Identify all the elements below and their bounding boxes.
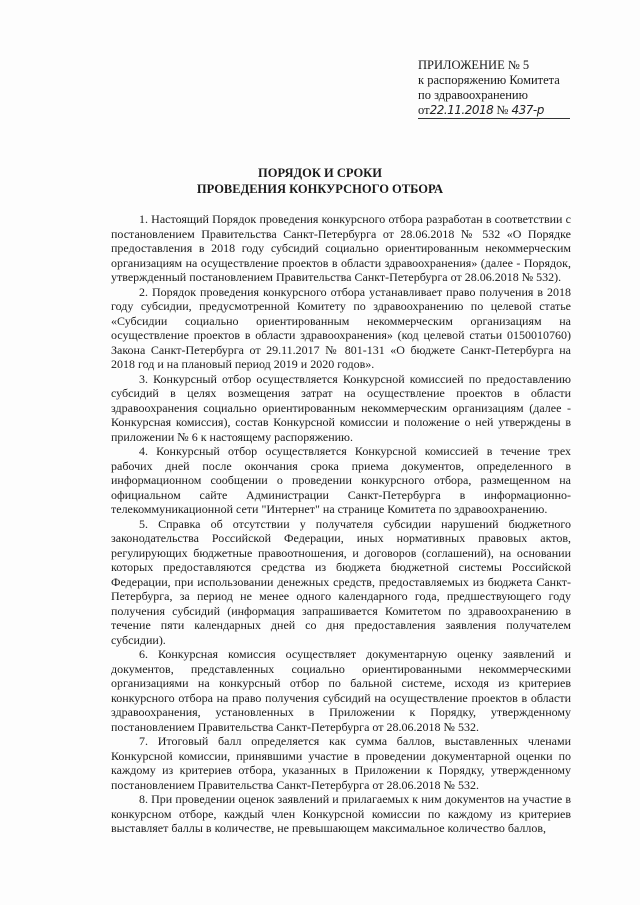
paragraph-6: 6. Конкурсная комиссия осуществляет документарную оценку заявлений и документов, представленных социально ориентированными некоммерческими организациями на конкурсный отбор по бальной системе, исходя из критериев конкурсного отбора на право получения субсидий на осуществление проектов в области здравоохранения, установленных в Приложении к Порядку, утвержденному постановлением Правительства Санкт-Петербурга от 28.06.2018 № 532. [111,647,571,734]
annex-header [418,58,608,119]
document-subtitle: ПРОВЕДЕНИЯ КОНКУРСНОГО ОТБОРА [196,182,444,196]
date-prefix: от [418,103,430,117]
annex-ref-line: к распоряжению Комитета [418,73,560,87]
paragraph-1: 1. Настоящий Порядок проведения конкурсного отбора разработан в соответствии с постановлением Правительства Санкт-Петербурга от 28.06.2018 № 532 «О Порядке предоставления в 2018 году субсидий социально ориентированным некоммерческим организациям на осуществление проектов в области здравоохранения» (далее - Порядок, утвержденный постановлением Правительства Санкт-Петербурга от 28.06.2018 № 532). [111,212,571,284]
document-title: ПОРЯДОК И СРОКИ [258,166,382,180]
annex-ref-line: по здравоохранению [418,88,528,102]
annex-date-line [418,103,570,119]
document-body [111,212,571,836]
paragraph-4: 4. Конкурсный отбор осуществляется Конкурсной комиссией в течение трех рабочих дней после окончания срока приема документов, определенного в информационном сообщении о проведении конкурсного отбора, размещенном на официальном сайте Администрации Санкт-Петербурга в информационно-телекоммуникационной сети "Интернет" на странице Комитета по здравоохранению. [111,444,571,516]
annex-title: ПРИЛОЖЕНИЕ № 5 [418,58,530,72]
paragraph-8: 8. При проведении оценок заявлений и прилагаемых к ним документов на участие в конкурсном отборе, каждый член Конкурсной комиссии по каждому из критериев выставляет баллы в количестве, не превышающем максимальное количество баллов, [111,792,571,835]
number-sign: № [496,103,509,117]
handwritten-date: 22.11.2018 [429,103,494,117]
handwritten-number: 437-р [511,103,544,117]
paragraph-5: 5. Справка об отсутствии у получателя субсидии нарушений бюджетного законодательства Российской Федерации, иных нормативных правовых актов, регулирующих бюджетные правоотношения, и договоров (соглашений), на основании которых предоставляются средства из бюджета бюджетной системы Российской Федерации, при использовании денежных средств, предоставляемых из бюджета Санкт-Петербурга, за период не менее одного календарного года, предшествующего году получения субсидий (информация запрашивается Комитетом по здравоохранению в течение пяти календарных дней со дня предоставления заявления получателем субсидии). [111,516,571,647]
paragraph-7: 7. Итоговый балл определяется как сумма баллов, выставленных членами Конкурсной комиссии, принявшими участие в проведении документарной оценки по каждому из критериев отбора, указанных в Приложении к Порядку, утвержденному постановлением Правительства Санкт-Петербурга от 28.06.2018 № 532. [111,734,571,792]
paragraph-2: 2. Порядок проведения конкурсного отбора устанавливает право получения в 2018 году субсидии, предусмотренной Комитету по здравоохранению по целевой статье «Субсидии социально ориентированным некоммерческим организациям на осуществление проектов в области здравоохранения» (код целевой статьи 0150010760) Закона Санкт-Петербурга от 29.11.2017 № 801-131 «О бюджете Санкт-Петербурга на 2018 год и на плановый период 2019 и 2020 годов». [111,284,571,371]
paragraph-3: 3. Конкурсный отбор осуществляется Конкурсной комиссией по предоставлению субсидий в целях возмещения затрат на осуществление проектов в области здравоохранения социально ориентированным некоммерческим организациям (далее - Конкурсная комиссия), состав Конкурсной комиссии и положение о ней утверждены в приложении № 6 к настоящему распоряжению. [111,371,571,444]
